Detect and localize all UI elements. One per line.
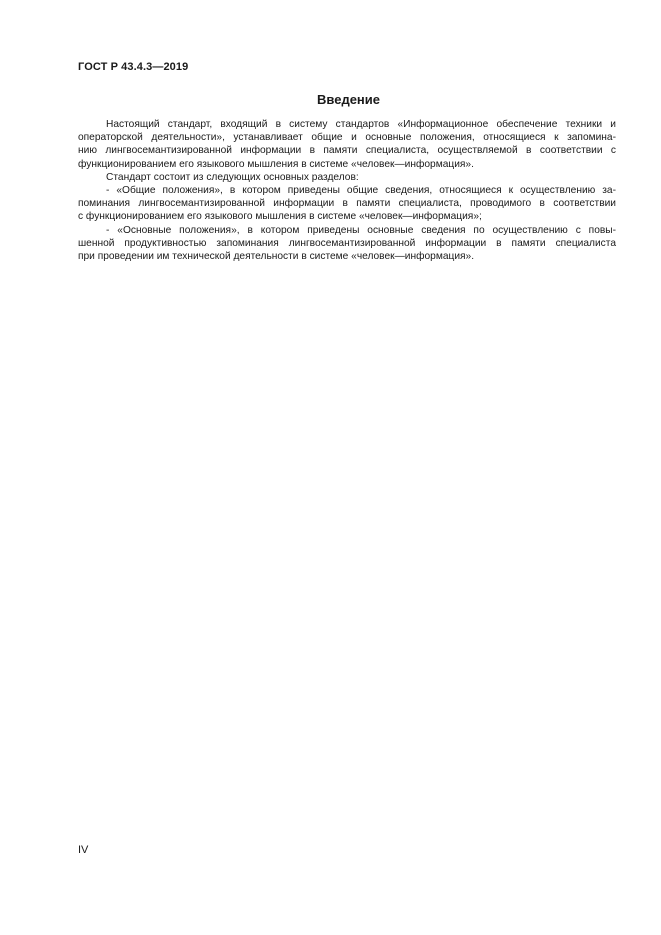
list-item-line: с функционированием его языкового мышления в системе «человек—информация»;: [78, 211, 482, 223]
list-item-line: поминания лингвосемантизированной информации в памяти специалиста, проводимого в соответствии: [78, 198, 616, 210]
paragraph-line: нию лингвосемантизированной информации в памяти специалиста, осуществляемой в соответствии с: [78, 145, 616, 157]
section-title: Введение: [317, 92, 380, 107]
page-number: IV: [78, 844, 89, 856]
body-text: [78, 118, 616, 263]
list-item-line: - «Общие положения», в котором приведены общие сведения, относящиеся к осуществлению за-: [106, 185, 616, 197]
paragraph-line: Настоящий стандарт, входящий в систему стандартов «Информационное обеспечение техники и: [106, 119, 616, 130]
paragraph-line: функционированием его языкового мышления в системе «человек—информация».: [78, 158, 474, 170]
document-code-header: ГОСТ Р 43.4.3—2019: [78, 61, 189, 73]
list-item-line: при проведении им технической деятельности в системе «человек—информация».: [78, 251, 475, 263]
paragraph-line: операторской деятельности», устанавливает общие и основные положения, относящиеся к запомина-: [78, 132, 616, 144]
paragraph-line: Стандарт состоит из следующих основных разделов:: [106, 171, 359, 183]
list-item-line: - «Основные положения», в котором приведены основные сведения по осуществлению с повы-: [106, 224, 616, 236]
list-item-line: шенной продуктивностью запоминания лингвосемантизированной информации в памяти специалиста: [78, 237, 616, 249]
